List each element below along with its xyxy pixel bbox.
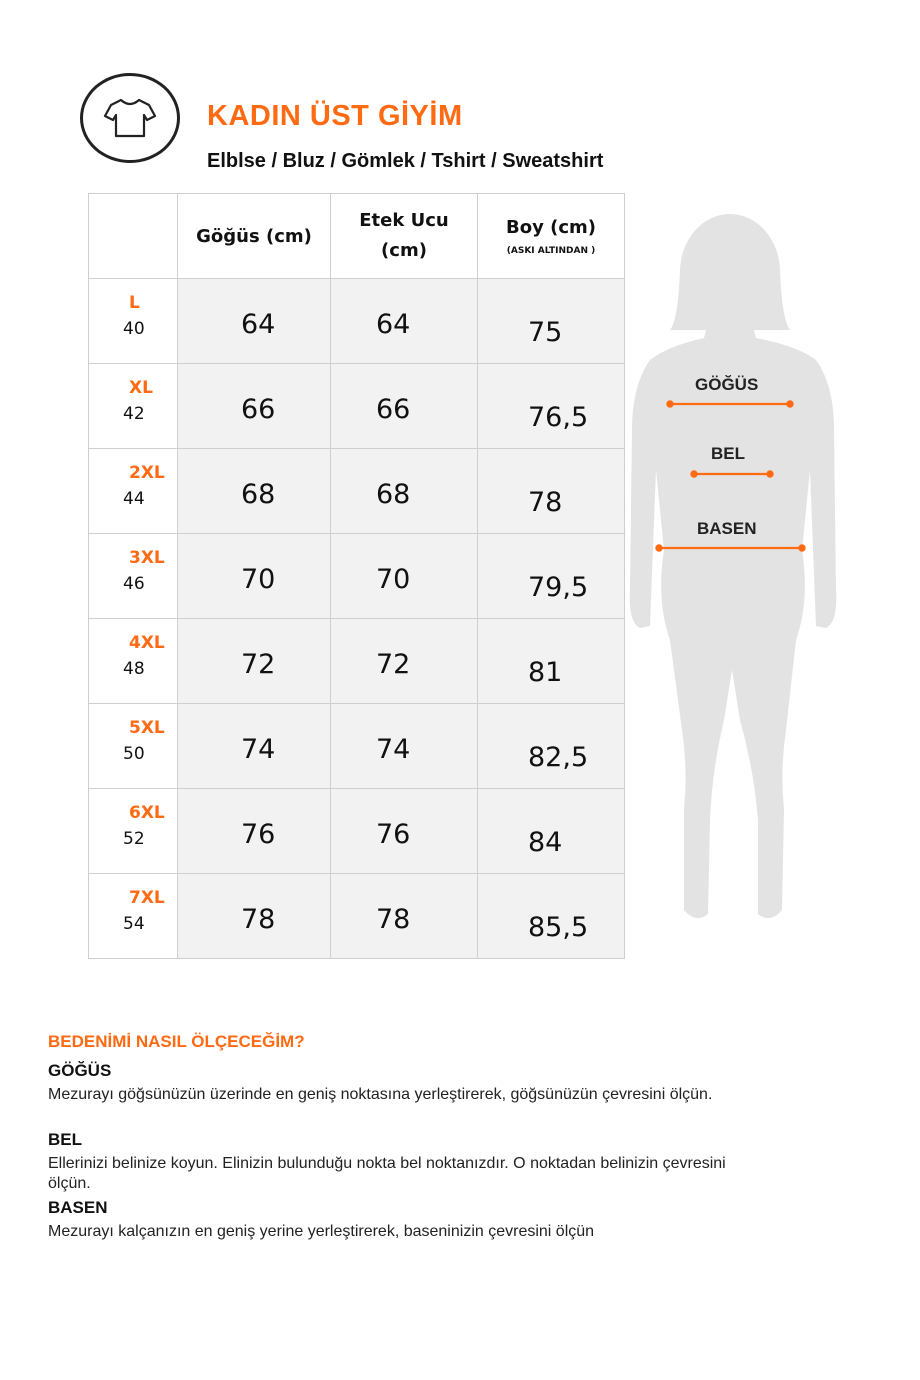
boy-cell: [478, 789, 625, 874]
header-beden: Beden: [89, 194, 178, 279]
boy-value: 85,5: [528, 912, 589, 943]
gogus-cell: [178, 364, 331, 449]
boy-value: 78: [528, 487, 563, 518]
size-number: 40: [123, 319, 145, 339]
table-row: [89, 704, 625, 789]
header-etek: [331, 194, 478, 279]
label-basen: BASEN: [697, 519, 757, 538]
table-row: [89, 619, 625, 704]
size-label: 6XL: [129, 803, 165, 823]
silhouette-torso: [630, 322, 837, 918]
boy-value: 76,5: [528, 402, 589, 433]
size-number: 48: [123, 659, 145, 679]
label-gogus: GÖĞÜS: [695, 375, 759, 394]
etek-cell: [331, 874, 478, 959]
guide-basen-text: Mezurayı kalçanızın en geniş yerine yerleştirerek, baseninizin çevresini ölçün: [48, 1223, 595, 1240]
size-number: 44: [123, 489, 145, 509]
size-cell: [89, 279, 178, 364]
label-bel: BEL: [711, 444, 745, 463]
size-cell: [89, 619, 178, 704]
page-subtitle: Elblse / Bluz / Gömlek / Tshirt / Sweatshirt: [207, 150, 604, 172]
guide-bel-heading: BEL: [48, 1130, 82, 1149]
table-row: [89, 534, 625, 619]
body-silhouette: [620, 210, 850, 930]
size-number: 46: [123, 574, 145, 594]
etek-cell: [331, 619, 478, 704]
etek-cell: [331, 449, 478, 534]
size-number: 52: [123, 829, 145, 849]
guide-basen-heading: BASEN: [48, 1198, 108, 1217]
tshirt-icon: [103, 96, 157, 140]
gogus-value: 78: [241, 904, 276, 935]
size-cell: [89, 449, 178, 534]
boy-cell: [478, 874, 625, 959]
boy-value: 75: [528, 317, 563, 348]
guide-gogus-heading: GÖĞÜS: [48, 1061, 112, 1080]
guide-title: BEDENİMİ NASIL ÖLÇECEĞİM?: [48, 1032, 305, 1051]
size-label: 7XL: [129, 888, 165, 908]
etek-value: 74: [376, 734, 411, 765]
gogus-value: 68: [241, 479, 276, 510]
guide-bel-text: Ellerinizi belinize koyun. Elinizin bulunduğu nokta bel noktanızdır. O noktadan belinizin çevresini ölçün.: [48, 1155, 726, 1192]
size-cell: [89, 789, 178, 874]
gogus-cell: [178, 279, 331, 364]
size-label: 5XL: [129, 718, 165, 738]
table-row: [89, 874, 625, 959]
etek-cell: [331, 789, 478, 874]
header-gogus-label: Göğüs (cm): [196, 225, 312, 247]
gogus-value: 74: [241, 734, 276, 765]
gogus-value: 64: [241, 309, 276, 340]
boy-value: 82,5: [528, 742, 589, 773]
table-row: [89, 279, 625, 364]
gogus-value: 66: [241, 394, 276, 425]
gogus-cell: [178, 704, 331, 789]
etek-value: 64: [376, 309, 411, 340]
gogus-cell: [178, 449, 331, 534]
size-cell: [89, 704, 178, 789]
boy-value: 79,5: [528, 572, 589, 603]
etek-cell: [331, 364, 478, 449]
size-number: 54: [123, 914, 145, 934]
header-boy-note: (ASKI ALTINDAN ): [506, 245, 596, 256]
gogus-cell: [178, 789, 331, 874]
boy-cell: [478, 364, 625, 449]
header-boy: [478, 194, 625, 279]
etek-cell: [331, 279, 478, 364]
logo-circle: [80, 73, 180, 163]
boy-cell: [478, 279, 625, 364]
header-etek-label: Etek Ucu (cm): [359, 210, 449, 261]
gogus-value: 72: [241, 649, 276, 680]
boy-value: 84: [528, 827, 563, 858]
table-header-row: [89, 194, 625, 279]
table-row: [89, 789, 625, 874]
header-boy-label: Boy (cm): [506, 216, 596, 238]
size-cell: [89, 534, 178, 619]
etek-value: 66: [376, 394, 411, 425]
gogus-cell: [178, 534, 331, 619]
boy-cell: [478, 619, 625, 704]
table-row: [89, 449, 625, 534]
silhouette-hair: [670, 270, 790, 330]
gogus-cell: [178, 874, 331, 959]
gogus-value: 70: [241, 564, 276, 595]
etek-value: 68: [376, 479, 411, 510]
size-label: XL: [129, 378, 153, 398]
size-number: 50: [123, 744, 145, 764]
size-number: 42: [123, 404, 145, 424]
size-cell: [89, 874, 178, 959]
size-label: 3XL: [129, 548, 165, 568]
etek-value: 72: [376, 649, 411, 680]
boy-value: 81: [528, 657, 563, 688]
etek-cell: [331, 704, 478, 789]
size-table: [88, 193, 625, 959]
boy-cell: [478, 449, 625, 534]
gogus-value: 76: [241, 819, 276, 850]
size-cell: [89, 364, 178, 449]
gogus-cell: [178, 619, 331, 704]
boy-cell: [478, 534, 625, 619]
table-row: [89, 364, 625, 449]
guide-gogus-text: Mezurayı göğsünüzün üzerinde en geniş noktasına yerleştirerek, göğsünüzün çevresini ölçün.: [48, 1086, 713, 1103]
size-label: 4XL: [129, 633, 165, 653]
size-label: 2XL: [129, 463, 165, 483]
etek-value: 76: [376, 819, 411, 850]
boy-cell: [478, 704, 625, 789]
etek-cell: [331, 534, 478, 619]
etek-value: 70: [376, 564, 411, 595]
etek-value: 78: [376, 904, 411, 935]
header-gogus: [178, 194, 331, 279]
page-title: KADIN ÜST GİYİM: [207, 100, 463, 132]
size-label: L: [129, 293, 140, 313]
